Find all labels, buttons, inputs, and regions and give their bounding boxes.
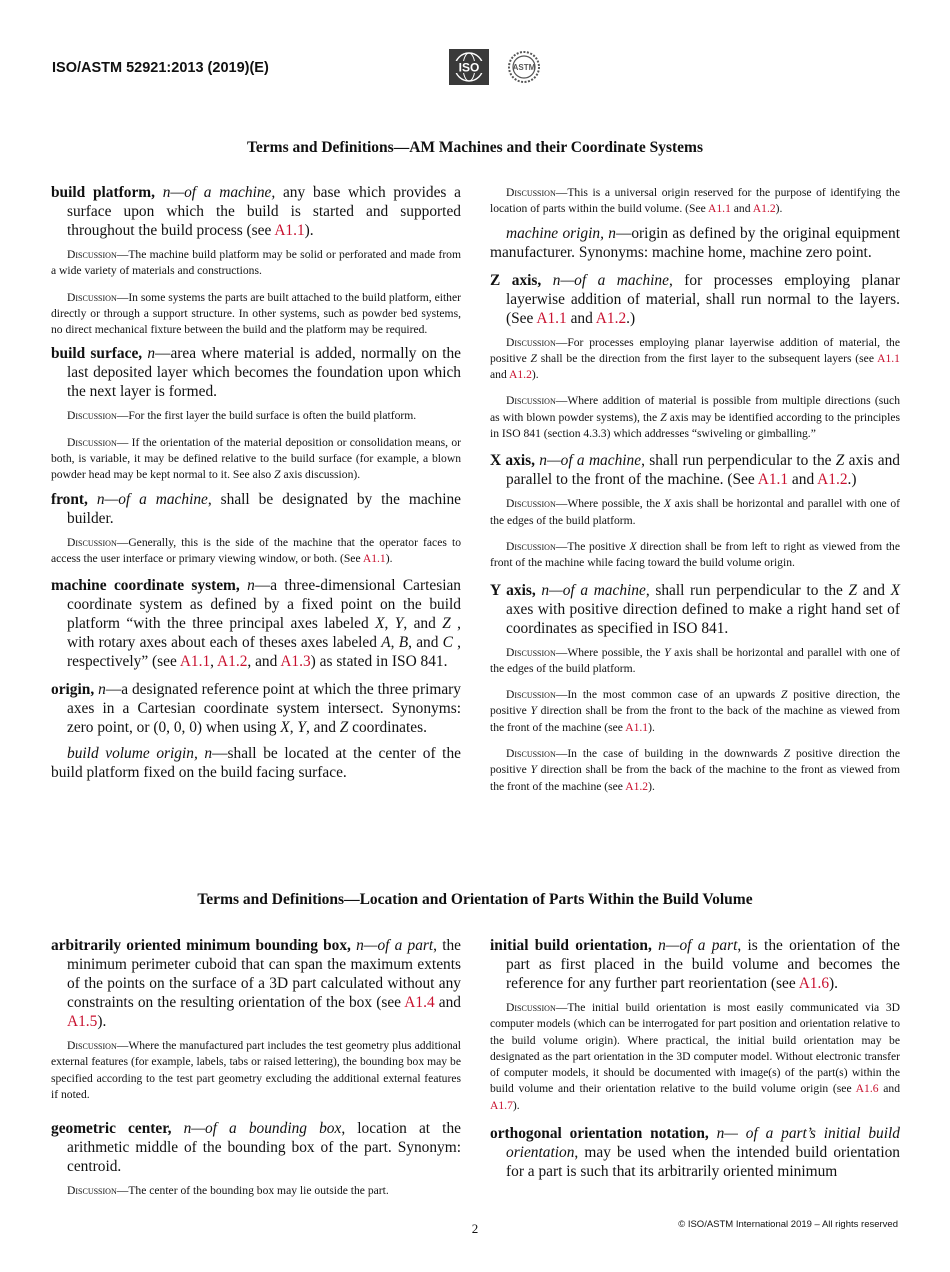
- section-title-machines: Terms and Definitions—AM Machines and their Coordinate Systems: [247, 139, 703, 156]
- ref-link[interactable]: A1.1: [274, 222, 305, 239]
- copyright-notice: © ISO/ASTM International 2019 – All rights reserved: [678, 1219, 898, 1230]
- document-id: ISO/ASTM 52921:2013 (2019)(E): [52, 60, 269, 76]
- ref-link[interactable]: A1.4: [404, 994, 435, 1011]
- discussion: Discussion—Where possible, the X axis shall be horizontal and parallel with one of the edges of the build platform.: [490, 497, 900, 527]
- ref-link[interactable]: A1.1: [877, 351, 900, 365]
- entry-z-axis: Z axis, n—of a machine, for processes employing planar layerwise addition of material, shall run normal to the layers. (See A1.1 and A1.2.): [490, 271, 900, 327]
- discussion: Discussion—The initial build orientation is most easily communicated via 3D computer models (which can be interrogated for part position and orientation relative to the build volume origin). Where practical, the initial build orientation may be designated as the part orientation in the 3D computer model. Without electronic transfer of computer models, it should be documented with image(s) of the part(s) within the build volume and their orientation relative to the build volume origin (see A1.6 and A1.7).: [490, 1001, 901, 1112]
- svg-text:ASTM: ASTM: [512, 63, 536, 72]
- ref-link[interactable]: A1.6: [855, 1082, 879, 1096]
- entry-geometric-center: geometric center, n—of a bounding box, location at the arithmetic middle of the bounding box of the part. Synonym: centroid.: [51, 1120, 461, 1176]
- discussion: Discussion—The positive X direction shall be from left to right as viewed from the front of the machine while facing toward the build volume origin.: [490, 539, 900, 570]
- right-column-section1: [490, 185, 900, 801]
- entry-x-axis: X axis, n—of a machine, shall run perpendicular to the Z axis and parallel to the front of the machine. (See A1.1 and A1.2.): [490, 452, 901, 489]
- astm-logo: [505, 49, 543, 85]
- discussion: Discussion—Generally, this is the side of the machine that the operator faces to access the user interface or primary viewing window, or both. (See A1.1).: [51, 535, 461, 565]
- entry-origin: origin, n—a designated reference point at which the three primary axes in a Cartesian coordinate system intersect. Synonyms: zero point, or (0, 0, 0) when using X, Y, and Z coordinates.: [51, 681, 461, 737]
- iso-logo: [449, 49, 489, 85]
- discussion: Discussion—In the most common case of an upwards Z positive direction, the positive Y direction shall be from the front to the back of the machine as viewed from the front of the machine (see A1.1).: [490, 688, 900, 734]
- right-column-section2: [490, 936, 900, 1188]
- ref-link[interactable]: A1.2: [595, 309, 627, 327]
- entry-arbitrarily-oriented: arbitrarily oriented minimum bounding box, n—of a part, the minimum perimeter cuboid that can span the maximum extents of the points on the surface of a 3D part calculated without any constraints on the resulting orientation of the box (see A1.4 and A1.5).: [51, 937, 461, 1030]
- ref-link[interactable]: A1.2: [509, 368, 532, 382]
- entry-machine-coordinate-system: machine coordinate system, n—a three-dimensional Cartesian coordinate system as defined by a fixed point on the build platform “with the three principal axes labeled X, Y, and Z , with rotary axes about each of theses axes labeled A, B, and C , respectively” (see A1.1, A1.2, and A1.3) as stated in ISO 841.: [51, 577, 462, 671]
- discussion: Discussion—In some systems the parts are built attached to the build platform, either directly or through a support structure. In other systems, such as powder bed systems, no direct mechanical fixture between the build and the platform may be required.: [51, 290, 461, 337]
- ref-link[interactable]: A1.5: [67, 1013, 98, 1030]
- ref-link[interactable]: A1.2: [625, 779, 649, 793]
- entry-build-volume-origin: build volume origin, n—shall be located at the center of the build platform fixed on the build facing surface.: [51, 745, 461, 782]
- ref-link[interactable]: A1.7: [490, 1098, 513, 1112]
- ref-link[interactable]: A1.1: [362, 551, 386, 565]
- ref-link[interactable]: A1.6: [798, 975, 830, 992]
- left-column-section2: [51, 936, 461, 1205]
- ref-link[interactable]: A1.2: [817, 471, 848, 489]
- left-column-section1: [51, 183, 461, 789]
- section-title-location: Terms and Definitions—Location and Orientation of Parts Within the Build Volume: [197, 891, 753, 908]
- discussion: Discussion—Where possible, the Y axis shall be horizontal and parallel with one of the edges of the build platform.: [490, 645, 900, 675]
- entry-build-surface: build surface, n—area where material is added, normally on the last deposited layer which becomes the foundation upon which the next layer is formed.: [51, 345, 462, 401]
- entry-machine-origin: machine origin, n—origin as defined by the original equipment manufacturer. Synonyms: machine home, machine zero point.: [490, 224, 900, 261]
- entry-orthogonal-orientation-notation: orthogonal orientation notation, n— of a part’s initial build orientation, may be used when the intended build orientation for a part is such that its arbitrarily oriented minimum: [490, 1125, 900, 1181]
- ref-link[interactable]: A1.3: [280, 653, 311, 671]
- discussion: Discussion—This is a universal origin reserved for the purpose of identifying the location of parts within the build volume. (See A1.1 and A1.2).: [490, 186, 900, 216]
- entry-build-platform: build platform, n—of a machine, any base which provides a surface upon which the build is started and supported throughout the build process (see A1.1).: [51, 184, 461, 239]
- discussion: Discussion—Where addition of material is possible from multiple directions (such as with blown powder systems), the Z axis may be identified according to the principles in ISO 841 (section 4.3.3) which addresses “swiveling or gimballing.”: [490, 394, 900, 441]
- ref-link[interactable]: A1.1: [757, 471, 789, 489]
- discussion: Discussion—The center of the bounding box may lie outside the part.: [67, 1184, 389, 1198]
- ref-link[interactable]: A1.1: [625, 720, 649, 734]
- svg-text:ISO: ISO: [458, 60, 480, 75]
- entry-initial-build-orientation: initial build orientation, n—of a part, is the orientation of the part as first placed in the build volume and becomes the reference for any further part reorientation (see A1.6).: [490, 937, 900, 992]
- discussion: Discussion—In the case of building in the downwards Z positive direction the positive Y direction shall be from the back of the machine to the front as viewed from the front of the machine (see A1.2).: [490, 747, 900, 793]
- ref-link[interactable]: A1.1: [536, 309, 567, 327]
- page-number: 2: [471, 1221, 479, 1236]
- discussion: Discussion— If the orientation of the material deposition or consolidation means, or both, is variable, it may be defined relative to the build surface (for example, a blown powder head may be kept normal to it. See also Z axis discussion).: [51, 435, 461, 482]
- entry-y-axis: Y axis, n—of a machine, shall run perpendicular to the Z and X axes with positive direction defined to make a right hand set of coordinates as specified in ISO 841.: [490, 581, 900, 637]
- ref-link[interactable]: A1.2: [752, 202, 776, 216]
- ref-link[interactable]: A1.2: [217, 653, 248, 671]
- discussion: Discussion—For processes employing planar layerwise addition of material, the positive Z shall be the direction from the first layer to the subsequent layers (see A1.1 and A1.2).: [490, 335, 900, 382]
- entry-front: front, n—of a machine, shall be designated by the machine builder.: [51, 490, 461, 527]
- discussion: Discussion—Where the manufactured part includes the test geometry plus additional external features (for example, labels, tabs or raised lettering), the bounding box may be specified according to the test part geometry excluding the additional external features if noted.: [51, 1039, 461, 1101]
- ref-link[interactable]: A1.1: [708, 202, 731, 216]
- ref-link[interactable]: A1.1: [179, 653, 211, 671]
- discussion: Discussion—For the first layer the build surface is often the build platform.: [67, 409, 417, 423]
- discussion: Discussion—The machine build platform may be solid or perforated and made from a wide variety of materials and constructions.: [51, 248, 461, 278]
